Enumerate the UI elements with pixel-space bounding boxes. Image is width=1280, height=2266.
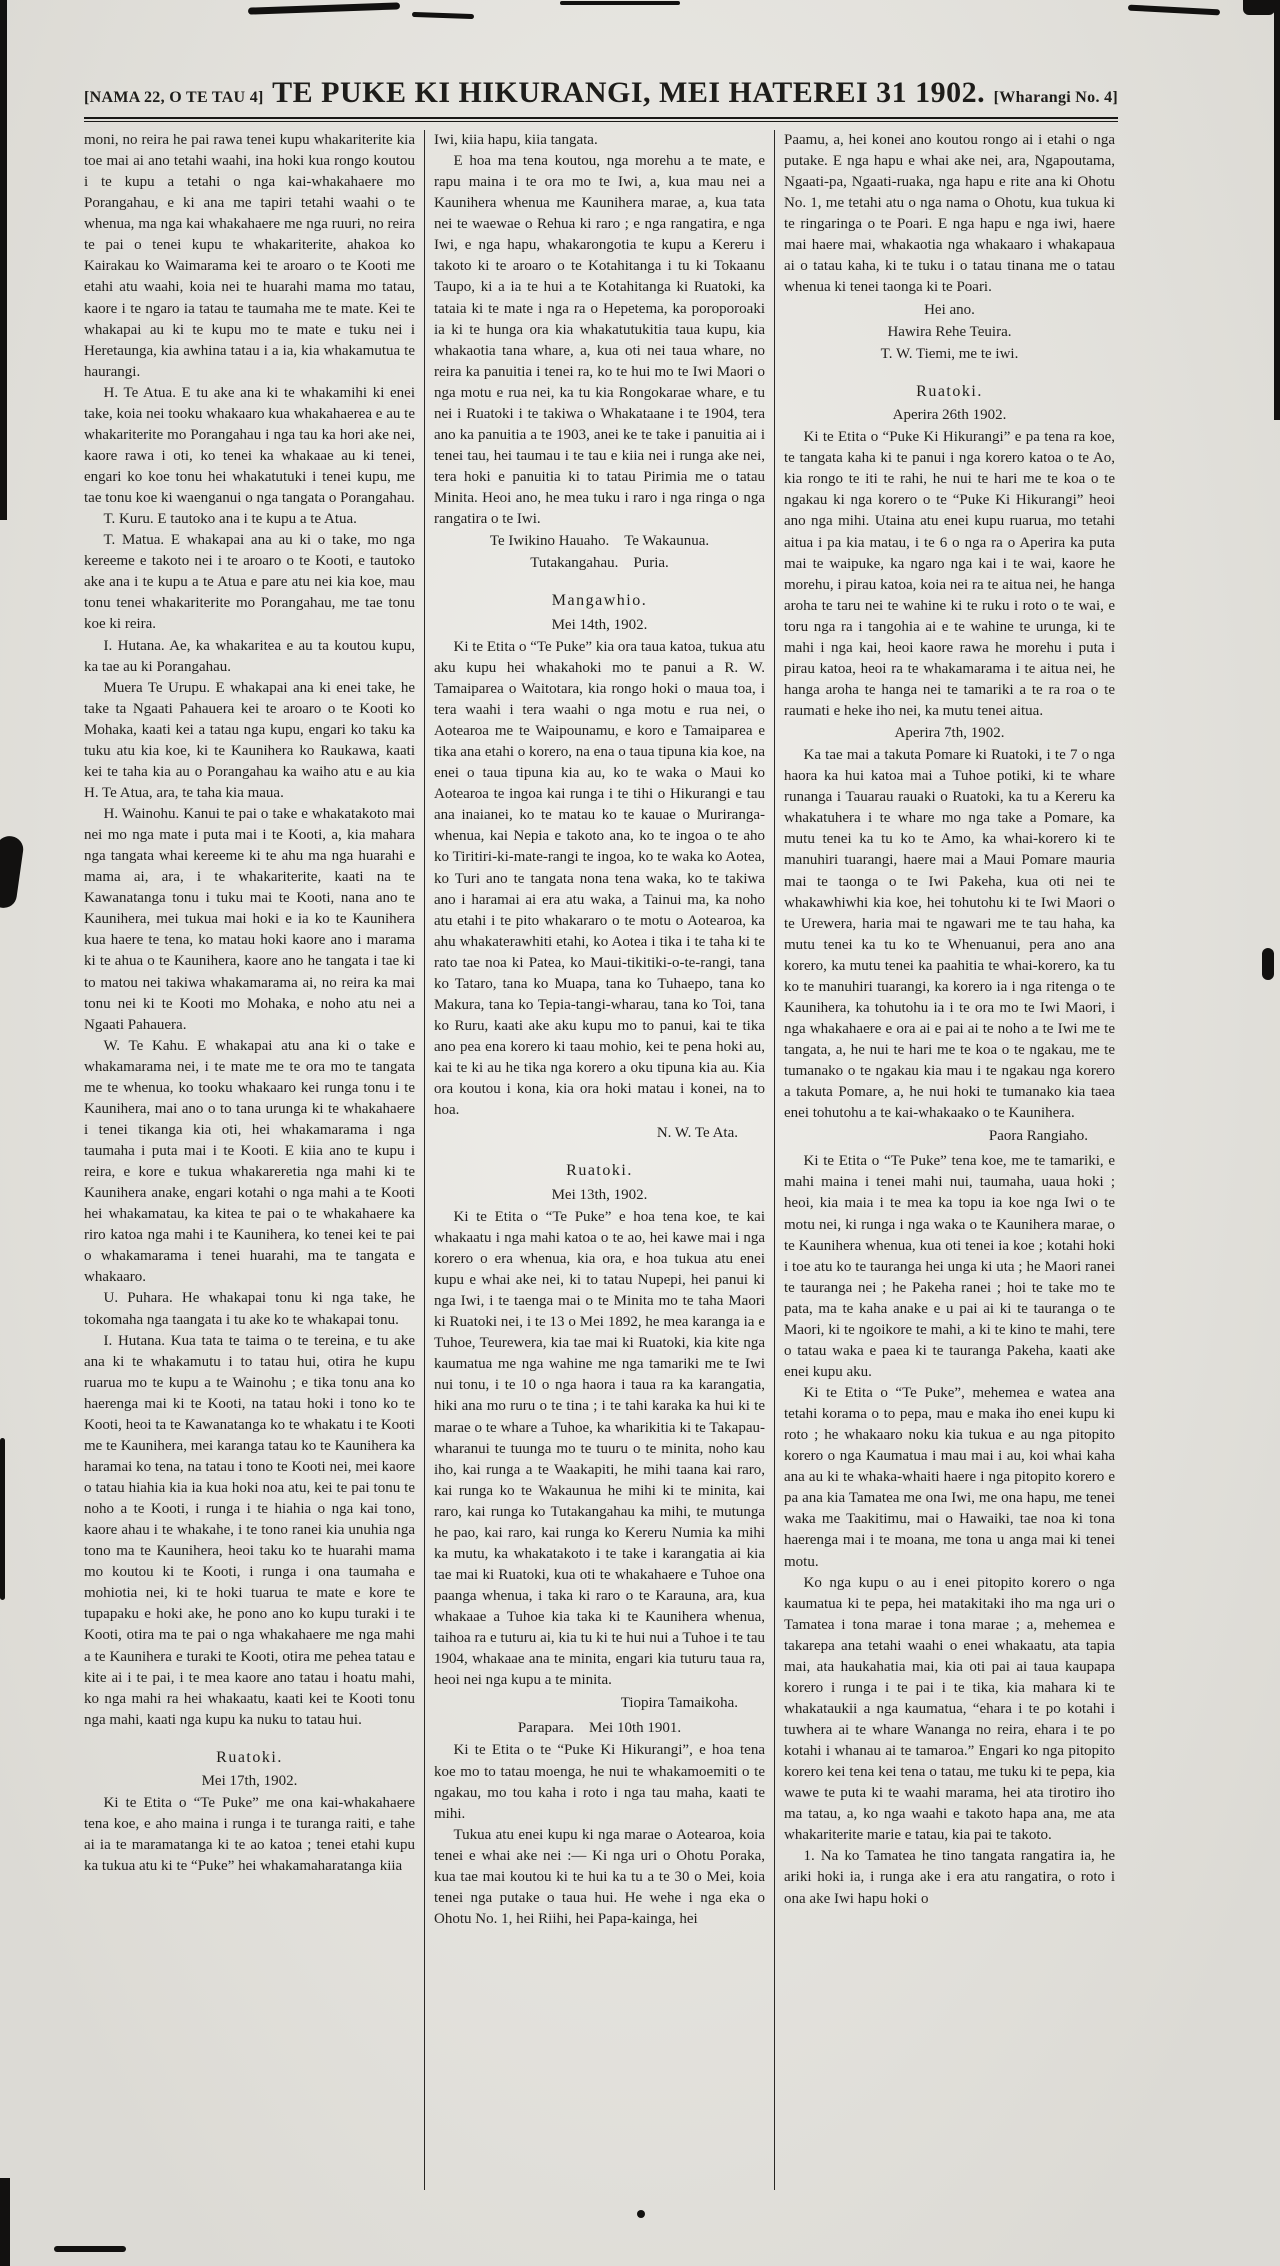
scan-artifact	[248, 2, 400, 14]
paragraph: I. Hutana. Ae, ka whakaritea e au ta koutou kupu, ka tae au ki Porangahau.	[84, 637, 415, 675]
scan-artifact	[0, 834, 25, 909]
paragraph: Ko nga kupu o au i enei pitopito korero o nga kaumatua ki te pepa, hei matakitaki iho ma nga uri o Tamatea i tona marae i tona marae ; a, mehemea e takarepa ana tetahi waahi o enei whakaatu, ata tapia mai, ata haukahatia mai, kia oti pai ai taua kaupapa korero i runga i te pai i te tika, kia mahara ki te whakataukii a nga kaumatua, “ehara i te po kotahi i tuwhera ai te whare Wananga no reira, ehara i te po kotahi i whanau ai te tamaroa.” Engari ko nga pitopito korero kei tena kei tena o tatau, me tuku ki te pepa, kia wawe te puta ki te waahi marama, hei ata tirotiro iho ma tatau, a, ko nga waahi e takoto hapa ana, me ata whakariterite marie e tatau, kia pai te takoto.	[784, 1574, 1115, 1844]
section-heading: Ruatoki.	[916, 382, 983, 400]
paragraph: T. Matua. E whakapai ana au ki o take, mo nga kereeme e takoto nei i te aroaro o te Kooti, e tautoko ake ana i te kupu a te Atua e pare atu nei kia koe, mau tonu tenei whakariterite mo Porangahau, me tae tonu koe ki reira.	[84, 532, 415, 633]
centered-line: Aperira 26th 1902.	[892, 407, 1007, 424]
column	[84, 130, 415, 2190]
scan-artifact	[1128, 5, 1220, 16]
page-content	[84, 76, 1118, 2190]
paragraph: Ki te Etita o te “Puke Ki Hikurangi”, e hoa tena koe mo to tatau moenga, he nui te whakamoemiti o te ngakau, mo tou kaha i roto i nga tau maha, kaati te mihi.	[434, 1742, 765, 1822]
section-heading: Ruatoki.	[216, 1748, 283, 1766]
scan-artifact	[0, 0, 7, 520]
scan-artifact	[560, 1, 680, 5]
centered-line: Tutakangahau. Puria.	[530, 555, 669, 572]
signature-line: N. W. Te Ata.	[656, 1125, 738, 1142]
centered-line: Hawira Rehe Teuira.	[887, 323, 1012, 340]
paragraph: moni, no reira he pai rawa tenei kupu whakariterite kia toe mai ai ano tetahi waahi, ina hoki kua rongo koutou i te kupu a tetahi o nga kai-whakahaere mo Porangahau, e ki ana me tapiri tetahi waahi o te whenua, ma nga kai whakahaere me nga ruuri, no reira te pai o tenei kupu te whakariterite, ahakoa ko Kairakau ko Waimarama kei te aroaro o te Kooti me etahi atu waahi, koia nei te huarahi mama mo tatau, kaore i te ngaro ia tatau te taumaha me te mate. Kei te whakapai au ki te kupu mo te mate e tuku nei i Heretaunga, kia awhina tatau i a ia, kia whakamutua te haurangi.	[84, 132, 415, 380]
masthead-rule	[84, 121, 1118, 122]
paragraph: I. Hutana. Kua tata te taima o te tereina, e tu ake ana ki te whakamutu i to tatau hui, otira he kupu ruarua mo te kupu a te Wainohu ; e tika tonu ana ko haerenga mai ki te Kooti, na tatau hoki i tono ko te Kooti, heoi ta te Kawanatanga ko te whakatu i te Kooti me te Kaunihera, mei karanga tatau ko te Kaunihera ka haramai ko tena, na tatau i tono te Kooti nei, mei kaore o tatau hiahia kia ia kua hoki noa atu, kei te pai tonu te noho a te Kooti, i runga i te hiahia o nga kai tono, kaore ahau i te whakahe, i te tono ranei kia unuhia nga tono ma te Kaunihera, heoi taku ko te huarahi mama mo koutou ki te Kooti, i runga i ona taumaha e mohiotia nei, ki te hoki tuarua te mate e kore te tupapaku e hoki ake, he pono ano ko kupu turaki i te Kooti, otira ma te pai o nga whakahaere me nga mahi a te Kaunihera e turaki te Kooti, otira me pehea tatau e kite ai i te pai, i te mea kaore ano tatau i hoatu mahi, ko nga mahi ra hei whakaatu, kaati kei te Kooti tonu nga mahi, kaati nga kupu ka nuku to tatau hui.	[84, 1332, 415, 1728]
section-heading: Ruatoki.	[566, 1162, 633, 1180]
scan-artifact	[0, 1438, 5, 1600]
paragraph: Ki te Etita o “Te Puke” e hoa tena koe, te kai whakaatu i nga mahi katoa o te ao, hei kawe mai i nga korero o era whenua, kia ora, e hoa tukua atu enei kupu e whai ake nei, ki to tatau Nupepi, hei panui ki nga Iwi, i te taenga mai o te Minita mo te taha Maori ki Ruatoki nei, i te 13 o Mei 1892, he mea karanga ia e Tuhoe, Teurewera, kia tae mai ki Ruatoki, kia kite nga kaumatua me nga wahine me nga tamariki me te Iwi nui tonu, i te 10 o nga haora i taua ra ka karangatia, hiki ana mo ruru o te tina ; i te tahi karaka ka hui ki te marae o te whare a Tuhoe, ka wharikitia ki te Takapau-wharanui te tuunga mo te tuuru o te minita, noho kau iho, kai runga a te Waakapiti, he mihi taana kai raro, kai runga ko te Wakaunua he mihi ki te minita, kai raro, kai runga ko Tutakangahau ka mihi, te mutunga he pao, kai raro, kai runga ko Kereru Numia ka mihi ka mutu, ka whakatakoto i te take i karangatia ai kia tae mai ki Ruatoki, kua oti te whakahaere e Tuhoe ona paanga whenua, i taka ki raro o te Karauna, ara, kua whakaae a Tuhoe kia taka ki te Kaunihera whenua, taihoa ra e tuturu ai, kia tu ki te hui nui a Tuhoe i te tau 1904, whakaae ana te minita, engari kia tuturu taua ra, heoi nei nga kupu a te minita.	[434, 1208, 765, 1689]
paragraph: T. Kuru. E tautoko ana i te kupu a te Atua.	[103, 511, 357, 528]
issue-number: [NAMA 22, O TE TAU 4]	[84, 89, 264, 106]
paragraph: Ki te Etita o “Te Puke”, mehemea e watea ana tetahi korama o to pepa, mau e maka iho enei kupu ki roto ; he whakaaro noku kia tukua e au nga pitopito korero o nga Kaumatua i mau mai i au, koi whai kaha ana au ki te whaka-whaiti haere i nga pitopito korero e pa ana kia Tamatea me ona Iwi, me ona hapu, me tenei waka me Taakitimu, mai o Hawaiki, tae noa ki tona haerenga mai i te moana, me tona u anga mai ki tenei motu.	[784, 1385, 1115, 1570]
centered-line: Mei 14th, 1902.	[551, 616, 648, 633]
centered-line: Mei 13th, 1902.	[551, 1186, 648, 1203]
scan-artifact	[54, 2246, 126, 2252]
paragraph: Iwi, kiia hapu, kiia tangata.	[434, 132, 598, 148]
paragraph: H. Te Atua. E tu ake ana ki te whakamihi ki enei take, koia nei tooku whakaaro kua whakahaerea e au te whakariterite mo Porangahau i nga tau ka hori ake nei, kaore rawa i oti, ko tenei ka whakaae au ki tenei, engari ko koe tonu hei whakatutuki i tenei kupu, me tae tonu koe ki waenganui o nga tangata o Porangahau.	[84, 384, 415, 507]
paragraph: E hoa ma tena koutou, nga morehu a te mate, e rapu maina i te ora mo te Iwi, a, kua mau nei a Kaunihera whenua me Kaunihera marae, a, kua tata nei te waewae o Rehua ki raro ; e nga rangatira, e nga Iwi, e nga hapu, whakarongotia te kupu a Kereru i takoto ki te aroaro o te Kotahitanga i tu ki Tokaanu Taupo, ki a ia te hui a te Kotahitanga ki Ruatoki, ka tataia ki te mate i nga ra o Hepetema, ka poroporoaki ia ki te hunga ora kia whakatutukitia taua kupu, kia whakaotia tana whare, a, kua oti nei taua whare, no reira ka panuitia i tenei ra, ko te hui mo te Iwi Maori o nga motu e rua nei, ka tu kia Rongokarae whare, e tu nei i Ruatoki i te takiwa o Whakataane i te 1904, tera ano ka panuitia a te 1903, anei ke te take i panuitia ai i tenei tau, hei taumau i te tau e kiia nei i runga ake nei, tera hoki e panuitia ki to tatau Pirimia me o tatau Minita. Heoi ano, he mea tuku i raro i nga ringa o nga rangatira o te Iwi.	[434, 153, 765, 528]
paragraph: H. Wainohu. Kanui te pai o take e whakatakoto mai nei mo nga mate i puta mai i te Kooti, a, kia mahara nga tangata whai kereeme ki te ahu ma nga huarahi e mama ai, ara, i te whakariterite, kaati na te Kawanatanga tonu i tuku mai te Kooti, nana ano te Kaunihera, mei tukua mai hoki e ia ko te Kaunihera kua haere te tena, ko matau hoki kaore ano i marama ki te ahua o te Kaunihera, kaore ano he tangata i tae ki to matou nei takiwa whakamarama ai, no reira ka mai tonu nei ki te Kooti mo Mohaka, e noho atu nei a Ngaati Pahauera.	[84, 806, 415, 1033]
section-heading: Mangawhio.	[551, 592, 648, 610]
column	[784, 130, 1115, 2190]
column	[434, 130, 765, 2190]
paragraph: W. Te Kahu. E whakapai atu ana ki o take e whakamarama nei, i te mate me te ora mo te tangata me te whenua, ko tooku whakaaro kei runga tonu i te Kaunihera, mai ano o to tana urunga ki te whakahaere i tenei tikanga kia oti, hei whakamarama i nga taumaha i puta mai i te Kooti. E kiia ano te kupu i reira, e kore e tukua whakareretia nga mahi ki te Kaunihera anake, engari kotahi o nga mahi a te Kooti hei whakamatau, ka kitea te pai o te whakahaere ka riro katoa nga mahi i te Kaunihera, ko tenei kei te pai o whakamarama i tenei huarahi, ma te tangata e whakaaro.	[84, 1037, 415, 1286]
paragraph: Tukua atu enei kupu ki nga marae o Aotearoa, koia tenei e whai ake nei :— Ki nga uri o Ohotu Poraka, kua tae mai koutou ki te hui ka tu a te 30 o Mei, koia tenei nga putake o taua hui. He wehe i nga eka o Ohotu No. 1, hei Riihi, hei Papa-kainga, hei	[434, 1826, 765, 1927]
centered-line: Te Iwikino Hauaho. Te Wakaunua.	[489, 533, 710, 550]
centered-line: Aperira 7th, 1902.	[894, 725, 1005, 742]
column-divider	[424, 130, 425, 2190]
masthead	[84, 76, 1118, 119]
paragraph: Muera Te Urupu. E whakapai ana ki enei take, he take ta Ngaati Pahauera kei te aroaro o te Kooti ko Mohaka, kaati kei a tatau nga kupu, engari ko taku ka tuku atu kia koe, ki te Kaunihera ko Raukawa, kaati kei te taha kia au o Porangahau ka waiho atu e au kia H. Te Atua, ara, te taha kia maua.	[84, 679, 415, 801]
scan-artifact	[1243, 0, 1275, 15]
scan-artifact	[412, 12, 474, 19]
page-number: [Wharangi No. 4]	[993, 89, 1118, 106]
newspaper-title: TE PUKE KI HIKURANGI, MEI HATEREI 31 1902.	[272, 76, 986, 109]
paragraph: Ki te Etita o “Puke Ki Hikurangi” e pa tena ra koe, te tangata kaha ki te panui i nga korero katoa o te Ao, kia rongo te iti te rahi, he nui te hari me te koa o te ngakau ki nga korero o te “Puke Ki Hikurangi” heoi ano nga mihi. Utaina atu enei kupu ruarua, mo tetahi aitua i pa kia matau, i te 6 o nga ra o Aperira ka puta mai te waipuke, ka ngaro nga kai i te wai, kaore he morehu, i pirau katoa, koia nei ra te aitua nei, he hanga aroha te taru nei te wahine ki te ruku i roto o te wai, e toru nga ra i tangohia ai e te wahine te urunga, ki te mahi i nga kai, heoi kaore rawa he morehu i puta i pirau katoa, heoi ra te whakamarama i te aitua nei, he hanga aroha te hanga nei te tamariki a te ra roa o te raumati e heke iho nei, ka mutu tenei aitua.	[784, 429, 1115, 720]
scan-artifact	[637, 2210, 645, 2218]
centered-line: Parapara. Mei 10th 1901.	[517, 1720, 682, 1737]
signature-line: Tiopira Tamaikoha.	[620, 1695, 738, 1712]
signature-line: Paora Rangiaho.	[988, 1128, 1088, 1145]
column-container	[84, 130, 1118, 2190]
centered-line: T. W. Tiemi, me te iwi.	[880, 345, 1019, 362]
scan-artifact	[1262, 948, 1274, 980]
paragraph: U. Puhara. He whakapai tonu ki nga take, he tokomaha nga taangata i tu ake ko te whakapai tonu.	[84, 1290, 415, 1328]
paragraph: Ki te Etita o “Te Puke” kia ora taua katoa, tukua atu aku kupu hei whakahoki mo te panui a R. W. Tamaiparea o Waitotara, kia rongo hoki o maua toa, i tera waahi i tera waahi o nga motu e rua nei, o Aotearoa me te Waipounamu, e koro e Tamaiparea e tika ana etahi o korero, na ena o taua tipuna kia koe, na enei o taua tipuna kia au, ko te waka o Maui ko Aotearoa te ingoa kai runga i te tihi o Hikurangi e tau ana inaianei, ko te matau ko te kauae o Muriranga-whenua, kai Nepia e takoto ana, ko te ingoa o te aho ko Tiritiri-ki-mate-rangi te ingoa, ko te waka ko Aotea, ko Turi ano te tangata nona tena waka, ko te takiwa ano i haramai ai era atu waka, a Tainui ma, ka noho atu etahi i te pito whakararo o te motu o Aotearoa, ka ahu whakaterawhiti etahi, ko Aotea i tika i te taha ki te rato tae noa ki Patea, ko Maui-tikitiki-o-te-rangi, tana ko Tataro, tana ko Muapa, tana ko Tuhaepo, tana ko Makura, tana ko Tepia-tangi-wharau, tana ko Toi, tana ko Ruru, kaati ake aku kupu mo to panui, kai te tika ano pea ena korero ki taau mohio, kei te pena hoki au, kai te ki au he tika nga korero a oku tipuna kia au. Kia ora koutou i kona, kia ora hoki matau i konei, na to hoa.	[434, 638, 765, 1119]
centered-line: Hei ano.	[924, 301, 975, 318]
paragraph: Paamu, a, hei konei ano koutou rongo ai i etahi o nga putake. E nga hapu e whai ake nei, ara, Ngapoutama, Ngaati-pa, Ngaati-ruaka, nga hapu e rite ana ki Ohotu No. 1, me tetahi atu o nga nama o Ohotu, kua tukua ki te ringaringa o te Poari. E nga hapu e nga iwi, haere mai haere mai, whakaotia nga whakaaro i whakapaua ai o tatau kaha, ki te tuku i o tatau tinana me o tatau whenua ki tenei taonga ki te Poari.	[784, 132, 1115, 296]
column-divider	[774, 130, 775, 2190]
scan-artifact	[0, 2178, 10, 2266]
paragraph: Ka tae mai a takuta Pomare ki Ruatoki, i te 7 o nga haora ka hui katoa mai a Tuhoe potiki, ki te whare runanga i Tauarau rauaki o Ruatoki, ka tu a Kereru ka whakatuhera i te whare mo nga take a Pomare, ka mutu tenei ka tu ko te Amo, ka whai-korero ki te manuhiri tuarangi, haere mai a Maui Pomare mauria mai te taonga o te Iwi Pakeha, kua oti nei te whakawhiwhi kia koe, hei tohutohu ki te Iwi Maori o te Urewera, haria mai te ngawari me te tau haha, ka mutu tenei ka tu ko te Whenuanui, pera ano ana korero, ka mutu tenei ka paahitia te whai-korero, ka tu ko te manuhiri tuarangi, ka korero ia i nga ritenga o te Kaunihera, ka tohutohu ia i te ora mo te Iwi Maori, i nga whakahaere e ora ai e pai ai te noho a te Iwi me te tangata, a, he nui te hari me te koa o te ngakau, me te tumanako o te ngakau kia mau i te ngakau nga korero a takuta Pomare, a, he nui hoki te tumanako kia taea enei tohutohu a te kai-whakaako o te Kaunihera.	[784, 747, 1115, 1122]
paragraph: Ki te Etita o “Te Puke” tena koe, me te tamariki, e mahi maina i tenei mahi nui, taumaha, uaua hoki ; heoi, kia maia i te mea ka topu ia koe nga Iwi o te motu nei, ki runga i nga waka o te Kaunihera marae, o te Kaunihera whenua, kua oti tenei ia koe ; kotahi hoki i toe atu ko te tauranga hei unga ki uta ; he Maori ranei te tauranga nei ; he Pakeha ranei ; hoi te take mo te pata, ma te kaha anake e u pai ai ki te tauranga o te Maori, ki te ngoikore te mahi, a ki te kino te mahi, tere o tatau waka e paea ki te tauranga Pakeha, kaati ake enei kupu aku.	[784, 1153, 1115, 1380]
paragraph: 1. Na ko Tamatea he tino tangata rangatira ia, he ariki hoki ia, i runga ake i era atu rangatira, o roto i ona ake Iwi hapu hoki o	[784, 1848, 1115, 1907]
scan-artifact	[1274, 0, 1280, 420]
paragraph: Ki te Etita o “Te Puke” me ona kai-whakahaere tena koe, e aho maina i runga i te turanga raiti, e tahe ai ia te maramatanga ki te ao katoa ; tenei etahi kupu ka tukua atu ki te “Puke” hei whakamaharatanga kiia	[84, 1795, 415, 1875]
centered-line: Mei 17th, 1902.	[201, 1773, 298, 1790]
